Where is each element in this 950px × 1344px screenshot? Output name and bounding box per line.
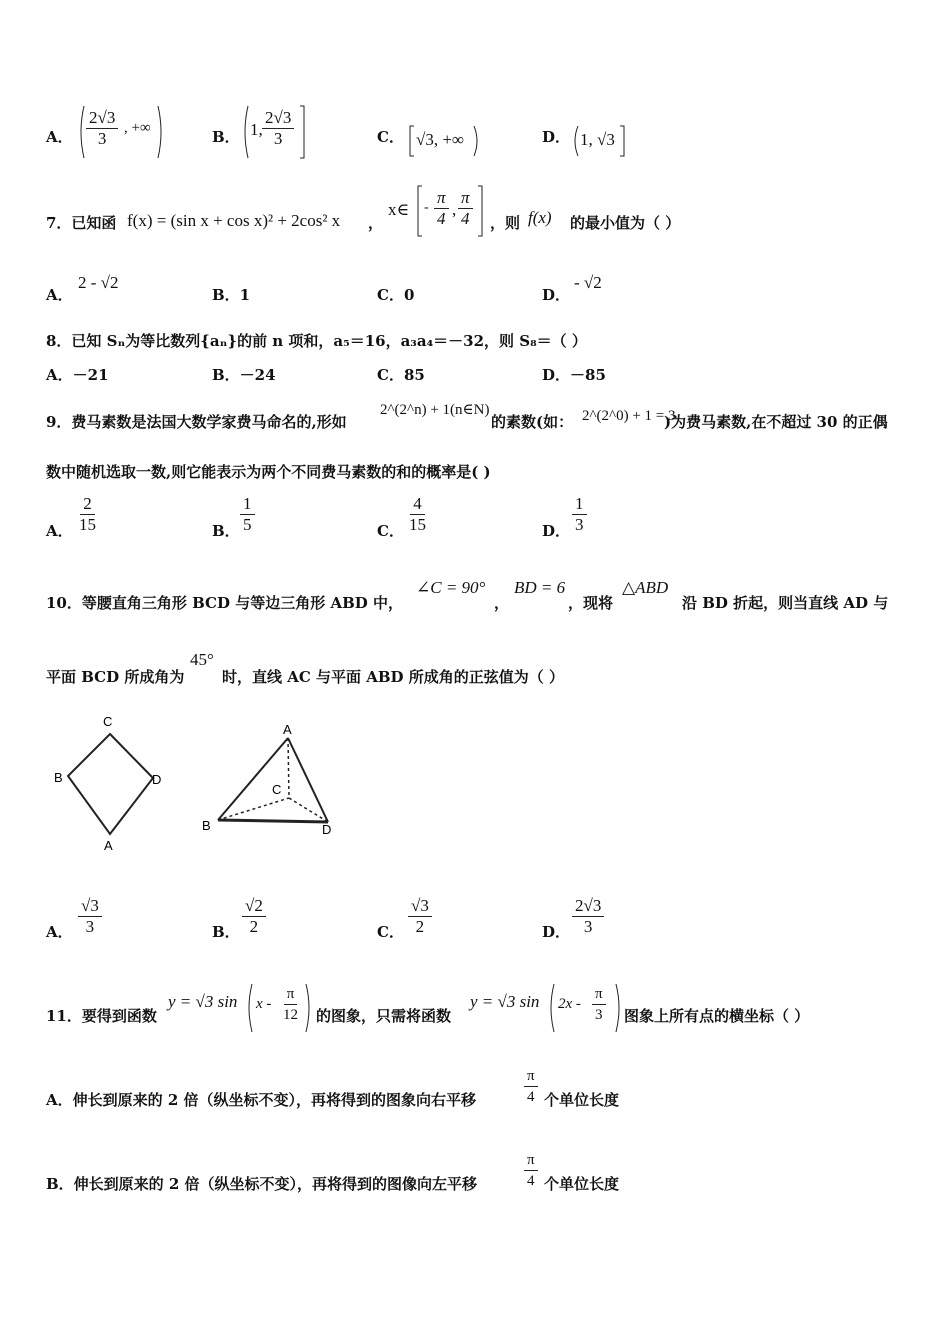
q7-comma: ， (368, 214, 384, 232)
fraction (86, 108, 118, 149)
fraction (434, 188, 449, 229)
q7-function: f(x) = (sin x + cos x)² + 2cos² x (127, 211, 341, 230)
q10-option-c-fraction (408, 896, 432, 937)
option-label: B． (212, 128, 240, 146)
q9-option-b-fraction (240, 494, 255, 535)
numerator: √2 (242, 896, 266, 917)
q11-mid: 的图象，只需将函数 (316, 1007, 452, 1025)
fig1-label-d: D (152, 772, 162, 787)
option-label: C． (377, 128, 404, 146)
denominator: 15 (79, 515, 96, 534)
numerator: 4 (410, 494, 425, 515)
function-inner: 2x - (558, 996, 581, 1012)
q9-example: 2^(2^0) + 1 = 3 (582, 408, 676, 424)
numerator: π (592, 984, 606, 1005)
domain-lead: x∈ (388, 200, 410, 219)
denominator: 3 (595, 1007, 603, 1023)
numerator: √3 (78, 896, 102, 917)
fraction (262, 108, 294, 149)
denominator: 3 (85, 917, 95, 936)
numerator: π (524, 1150, 538, 1171)
q11-option-a-tail: 个单位长度 (544, 1091, 620, 1109)
q10-option-a-fraction (78, 896, 102, 937)
q10-option-b-fraction (242, 896, 266, 937)
q9-option-b-label: B． (212, 522, 240, 540)
q10-tail: 沿 BD 折起，则当直线 AD 与 (682, 594, 889, 612)
fig2-label-d: D (322, 822, 332, 837)
q11-function-1 (168, 982, 314, 1034)
denominator: 4 (461, 209, 470, 228)
q9-option-d-label: D． (542, 522, 571, 540)
q9-option-a-fraction (76, 494, 99, 535)
fig1-label-c: C (103, 714, 113, 729)
fig2-label-c: C (272, 782, 282, 797)
q10-lead: 10．等腰直角三角形 BCD 与等边三角形 ABD 中， (46, 594, 403, 612)
q9-tail: )为费马素数,在不超过 30 的正偶 (664, 413, 888, 431)
fraction (280, 984, 301, 1025)
q6-option-b-expr (242, 104, 308, 160)
q9-line2: 数中随机选取一数,则它能表示为两个不同费马素数的和的概率是( ) (46, 463, 491, 481)
interval-head: 1, (250, 120, 263, 139)
numerator: π (434, 188, 449, 209)
q11-tail: 图象上所有点的横坐标（ ） (624, 1007, 810, 1025)
q10-triangle: △ABD (622, 578, 669, 597)
q7-option-d-label: D． (542, 286, 571, 304)
q10-option-a-label: A． (46, 923, 73, 941)
q10-degree: 45° (190, 650, 214, 669)
q8-question: 8．已知 Sₙ为等比数列{aₙ}的前 n 项和，a₅＝16，a₃a₄＝－32，则 S₈＝（ ） (46, 332, 587, 350)
numerator: 1 (572, 494, 587, 515)
denominator: 3 (273, 129, 283, 148)
q6-option-c-expr (408, 124, 482, 158)
q8-option-c: C．85 (377, 366, 425, 384)
fig2-label-b: B (202, 818, 211, 833)
fig1-label-a: A (104, 838, 113, 853)
interval-expr: 1, √3 (580, 130, 615, 149)
numerator: √3 (408, 896, 432, 917)
q8-option-a: A．－21 (46, 366, 109, 384)
denominator: 15 (409, 515, 426, 534)
numerator: 1 (240, 494, 255, 515)
q9-lead: 9．费马素数是法国大数学家费马命名的,形如 (46, 413, 347, 431)
function-head: y = √3 sin (470, 992, 540, 1011)
q7-option-a-value: 2 - √2 (78, 273, 119, 292)
denominator: 3 (97, 129, 107, 148)
numerator: 2√3 (86, 108, 118, 129)
numerator: π (458, 188, 473, 209)
option-label: D． (542, 128, 571, 146)
denominator: 4 (437, 209, 446, 228)
q10-option-c-label: C． (377, 923, 404, 941)
denominator: 5 (243, 515, 252, 534)
denominator: 3 (575, 515, 584, 534)
q10-option-d-fraction (572, 896, 604, 937)
numerator: π (524, 1066, 538, 1087)
q10-comma: ， (494, 594, 510, 612)
q9-option-c-fraction (406, 494, 429, 535)
q6-option-d-expr (572, 124, 626, 158)
q7-tail-2: 的最小值为（ ） (570, 214, 681, 232)
q7-domain: x∈ - $\frac{\pi}{4}$ , $\frac{\pi}{4}$ (388, 184, 488, 238)
q10-mid: ，现将 (568, 594, 614, 612)
q6-option-c (377, 126, 404, 147)
figure-square (54, 714, 161, 853)
q10-line2-lead: 平面 BCD 所成角为 (46, 668, 185, 686)
function-inner: x - (256, 996, 272, 1012)
q7-option-d-value: - √2 (574, 273, 602, 292)
q10-bd: BD = 6 (514, 578, 566, 597)
q7-option-a-label: A． (46, 286, 73, 304)
interval-tail: , +∞ (124, 120, 151, 136)
numerator: 2 (80, 494, 95, 515)
q10-angle: ∠C = 90° (416, 578, 486, 597)
q11-option-a-text: A．伸长到原来的 2 倍（纵坐标不变），再将得到的图象向右平移 (46, 1091, 477, 1109)
q9-formula: 2^(2^n) + 1(n∈N) (380, 402, 490, 418)
interval-expr: √3, +∞ (416, 130, 465, 149)
numerator: π (284, 984, 298, 1005)
q10-option-d-label: D． (542, 923, 571, 941)
numerator: 2√3 (262, 108, 294, 129)
denominator: 4 (527, 1089, 535, 1105)
denominator: 3 (583, 917, 593, 936)
q10-option-b-label: B． (212, 923, 240, 941)
q6-option-d (542, 126, 570, 147)
q11-option-b-tail: 个单位长度 (544, 1175, 620, 1193)
denominator: 12 (283, 1007, 298, 1023)
option-label: A． (46, 128, 73, 146)
figure-tetrahedron (202, 722, 331, 837)
q9-mid: 的素数(如： (491, 413, 574, 431)
q9-option-c-label: C． (377, 522, 404, 540)
q11-function-2 (470, 982, 622, 1034)
numerator: 2√3 (572, 896, 604, 917)
q11-option-b-text: B．伸长到原来的 2 倍（纵坐标不变），再将得到的图像向左平移 (46, 1175, 478, 1193)
denominator: 2 (415, 917, 425, 936)
fig2-label-a: A (283, 722, 292, 737)
q8-option-b: B．－24 (212, 366, 276, 384)
q9-option-a-label: A． (46, 522, 73, 540)
q11-option-a-fraction (524, 1066, 538, 1107)
q10-line2-tail: 时，直线 AC 与平面 ABD 所成角的正弦值为（ ） (222, 668, 565, 686)
q8-option-d: D．－85 (542, 366, 606, 384)
q7-option-c: C．0 (377, 286, 415, 304)
q11-lead: 11．要得到函数 (46, 1007, 157, 1025)
q9-option-d-fraction (572, 494, 587, 535)
minus-sign: - (424, 200, 429, 215)
q7-tail-1: ，则 (490, 214, 521, 232)
function-head: y = √3 sin (168, 992, 238, 1011)
q7-option-b: B．1 (212, 286, 251, 304)
fig1-label-b: B (54, 770, 63, 785)
q7-fx: f(x) (528, 208, 552, 227)
q11-option-b-fraction (524, 1150, 538, 1191)
q6-option-a (46, 126, 73, 147)
q6-option-a-expr (78, 104, 164, 160)
q6-option-b (212, 126, 240, 147)
fraction (592, 984, 606, 1025)
q10-figures (46, 710, 346, 860)
fraction (458, 188, 473, 229)
denominator: 4 (527, 1173, 535, 1189)
denominator: 2 (249, 917, 259, 936)
q7-lead: 7．已知函 (46, 214, 117, 232)
